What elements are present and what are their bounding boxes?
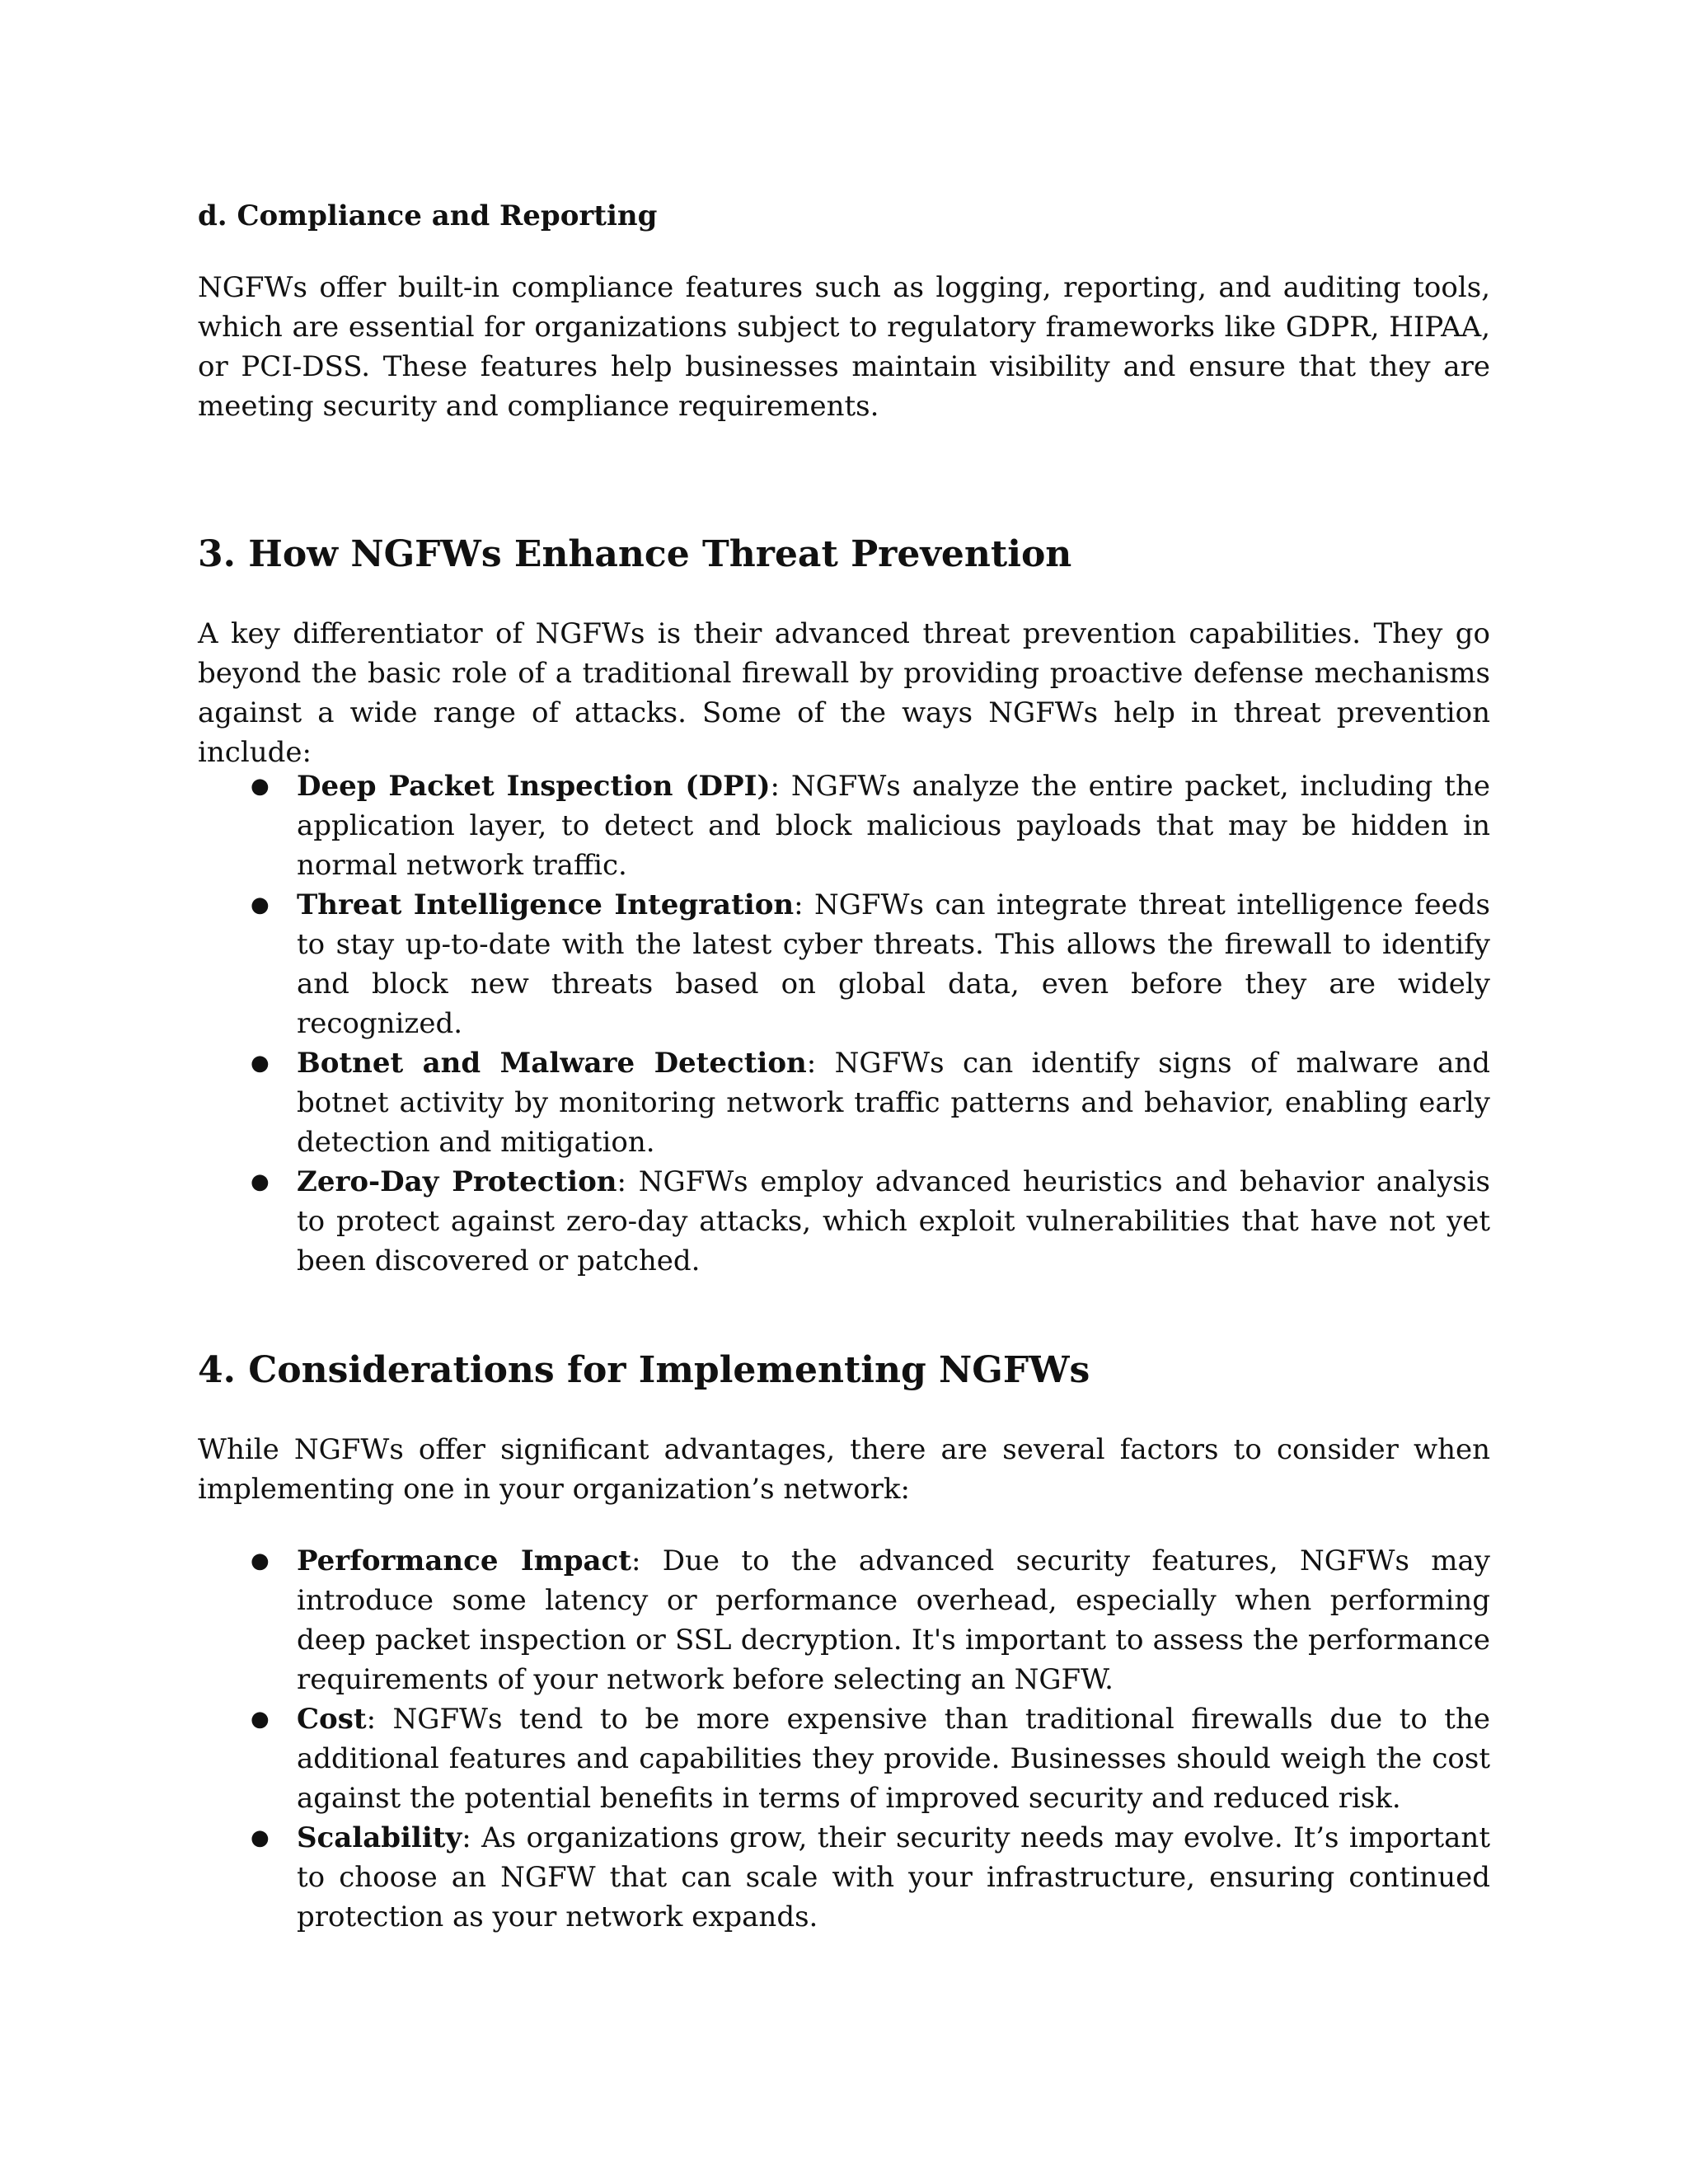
list-item-text: : Due to the advanced security features, NGFWs may introduce some latency or performance overhead, especially when performing deep packet inspection or SSL decryption. It's important to assess the performance requirements of your network before selecting an NGFW. [297,1544,1490,1696]
bullet-icon: ● [251,1825,270,1850]
bullet-icon: ● [251,1169,270,1194]
list-item-text: : NGFWs analyze the entire packet, including the application layer, to detect and block malicious payloads that may be hidden in normal network traffic. [297,770,1490,882]
list-item-botnet-malware [198,1043,1490,1162]
list-item-scalability [198,1818,1490,1937]
list-item-term: Scalability [297,1821,462,1854]
list-item-threat-intelligence [198,885,1490,1043]
list-item-term: Deep Packet Inspection (DPI) [297,770,771,803]
considerations-list [198,1541,1490,1937]
list-item-text: : NGFWs tend to be more expensive than traditional firewalls due to the additional features and capabilities they provide. Businesses should weigh the cost against the potential benefits in terms of improved security and reduced risk. [297,1703,1490,1815]
list-item-term: Performance Impact [297,1544,631,1577]
bullet-icon: ● [251,893,270,917]
list-item-term: Zero-Day Protection [297,1165,617,1198]
bullet-icon: ● [251,1549,270,1573]
list-item-term: Botnet and Malware Detection [297,1047,807,1080]
list-item-term: Cost [297,1703,367,1736]
list-item-cost [198,1699,1490,1818]
section-4-heading: 4. Considerations for Implementing NGFWs [198,1349,1090,1391]
list-item-text: : NGFWs can identify signs of malware and botnet activity by monitoring network traffic patterns and behavior, enabling early detection and mitigation. [297,1047,1490,1159]
list-item-zero-day [198,1162,1490,1281]
section-3-intro: A key differentiator of NGFWs is their advanced threat prevention capabilities. They go beyond the basic role of a traditional firewall by providing proactive defense mechanisms against a wide range of attacks. Some of the ways NGFWs help in threat prevention include: [198,617,1490,769]
list-item-performance-impact [198,1541,1490,1699]
section-4-intro: While NGFWs offer significant advantages, there are several factors to consider when implementing one in your organization’s network: [198,1433,1490,1506]
list-item-term: Threat Intelligence Integration [297,888,795,921]
bullet-icon: ● [251,774,270,799]
list-item-text: : As organizations grow, their security needs may evolve. It’s important to choose an NGFW that can scale with your infrastructure, ensuring continued protection as your network expands. [297,1821,1490,1933]
section-3-heading: 3. How NGFWs Enhance Threat Prevention [198,533,1072,575]
threat-prevention-list [198,766,1490,1281]
list-item-dpi [198,766,1490,885]
list-item-text: : NGFWs employ advanced heuristics and behavior analysis to protect against zero-day attacks, which exploit vulnerabilities that have not yet been discovered or patched. [297,1165,1490,1277]
bullet-icon: ● [251,1707,270,1732]
bullet-icon: ● [251,1051,270,1076]
section-d-heading: d. Compliance and Reporting [198,199,658,232]
section-d-paragraph: NGFWs offer built-in compliance features such as logging, reporting, and auditing tools, which are essential for organizations subject to regulatory frameworks like GDPR, HIPAA, or PCI-DSS. These features help businesses maintain visibility and ensure that they are meeting security and compliance requirements. [198,271,1490,423]
list-item-text: : NGFWs can integrate threat intelligence feeds to stay up-to-date with the latest cyber threats. This allows the firewall to identify and block new threats based on global data, even before they are widely recognized. [297,888,1490,1040]
